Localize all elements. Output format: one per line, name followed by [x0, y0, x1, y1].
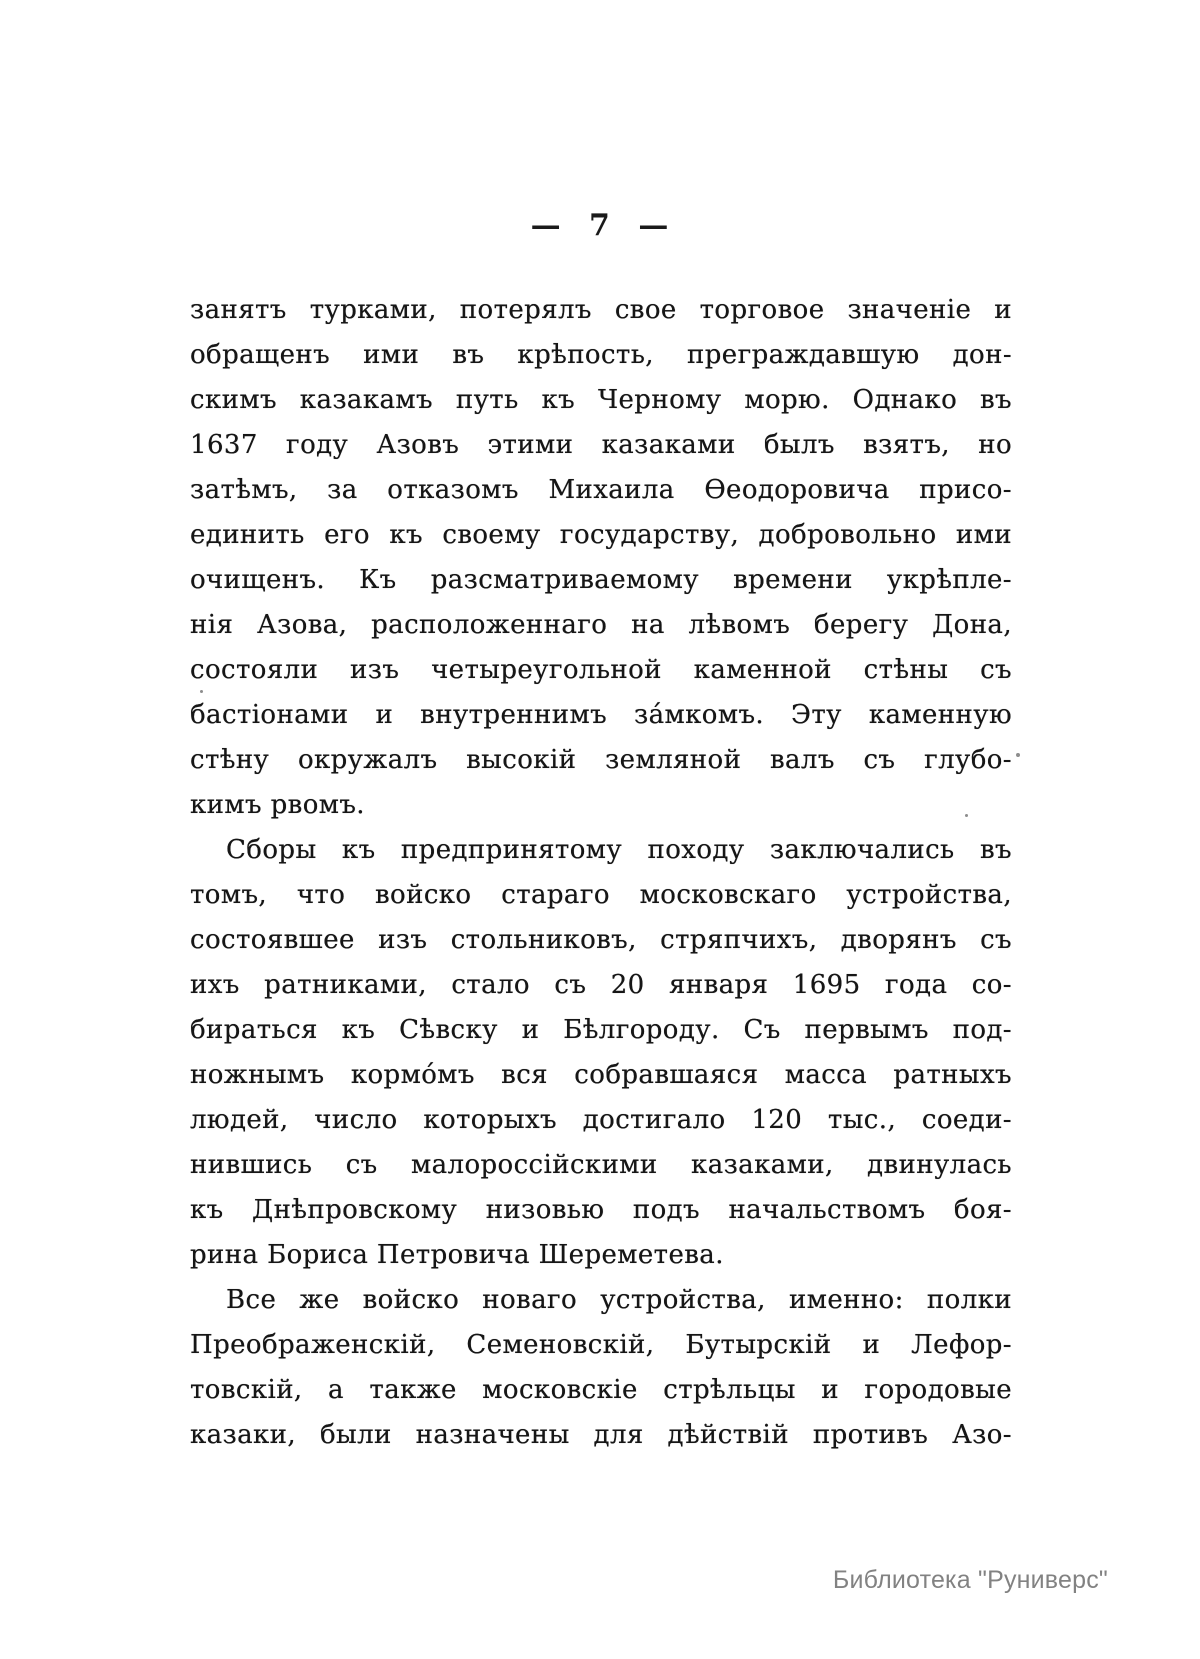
text-line: стѣну окружалъ высокій земляной валъ съ глубо- — [190, 745, 1012, 775]
print-speck — [1016, 753, 1020, 757]
page-number: — 7 — — [530, 208, 670, 243]
text-line: кимъ рвомъ. — [190, 790, 365, 820]
text-line: затѣмъ, за отказомъ Михаила Ѳеодоровича присо- — [190, 475, 1012, 505]
text-line: скимъ казакамъ путь къ Черному морю. Однако въ — [190, 385, 1012, 415]
text-line: 1637 году Азовъ этими казаками былъ взятъ, но — [190, 430, 1012, 460]
text-line: очищенъ. Къ разсматриваемому времени укрѣпле- — [190, 565, 1012, 595]
text-line: рина Бориса Петровича Шереметева. — [190, 1240, 724, 1270]
text-line: обращенъ ими въ крѣпость, преграждавшую дон- — [190, 340, 1012, 370]
text-line: состояли изъ четыреугольной каменной стѣны съ — [190, 655, 1012, 685]
text-line: томъ, что войско стараго московскаго устройства, — [190, 880, 1012, 910]
text-line: занятъ турками, потерялъ свое торговое значеніе и — [190, 295, 1012, 325]
text-line: Все же войско новаго устройства, именно: полки — [226, 1285, 1012, 1315]
text-line: людей, число которыхъ достигало 120 тыс., соеди- — [190, 1105, 1012, 1135]
text-line: единить его къ своему государству, добровольно ими — [190, 520, 1012, 550]
text-line: ножнымъ кормо́мъ вся собравшаяся масса ратныхъ — [190, 1060, 1012, 1090]
text-line: ихъ ратниками, стало съ 20 января 1695 года со- — [190, 970, 1012, 1000]
text-line: казаки, были назначены для дѣйствій противъ Азо- — [190, 1420, 1012, 1450]
print-speck — [965, 814, 968, 817]
library-watermark: Библиотека "Руниверс" — [832, 1566, 1108, 1594]
page-text — [190, 288, 1012, 1458]
text-line: къ Днѣпровскому низовью подъ начальствомъ боя- — [190, 1195, 1012, 1225]
text-line: бираться къ Сѣвску и Бѣлгороду. Съ первымъ под- — [190, 1015, 1012, 1045]
print-speck — [200, 690, 203, 693]
text-line: Сборы къ предпринятому походу заключались въ — [226, 835, 1012, 865]
text-line: состоявшее изъ стольниковъ, стряпчихъ, дворянъ съ — [190, 925, 1012, 955]
text-line: бастіонами и внутреннимъ за́мкомъ. Эту каменную — [190, 700, 1012, 730]
text-line: нія Азова, расположеннаго на лѣвомъ берегу Дона, — [190, 610, 1012, 640]
text-line: Преображенскій, Семеновскій, Бутырскій и Лефор- — [190, 1330, 1012, 1360]
text-line: товскій, а также московскіе стрѣльцы и городовые — [190, 1375, 1012, 1405]
text-line: нившись съ малороссійскими казаками, двинулась — [190, 1150, 1012, 1180]
